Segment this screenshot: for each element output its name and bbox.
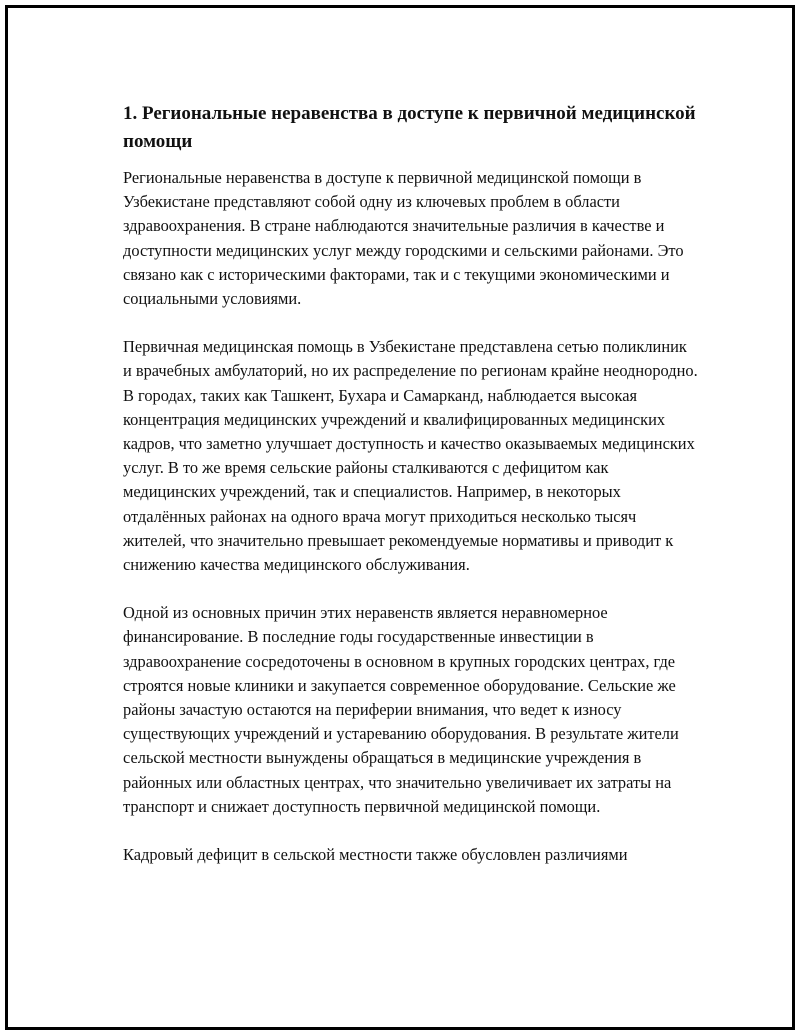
document-content [123,100,698,891]
paragraph-4: Кадровый дефицит в сельской местности также обусловлен различиями [123,845,628,865]
paragraph-1: Региональные неравенства в доступе к первичной медицинской помощи в Узбекистане представляют собой одну из ключевых проблем в области здравоохранения. В стране наблюдаются значительные различия в качестве и доступности медицинских услуг между городскими и сельскими районами. Это связано как с историческими факторами, так и с текущими экономическими и социальными условиями. [123,168,684,309]
paragraph-2: Первичная медицинская помощь в Узбекистане представлена сетью поликлиник и врачебных амбулаторий, но их распределение по регионам крайне неоднородно. В городах, таких как Ташкент, Бухара и Самарканд, наблюдается высокая концентрация медицинских учреждений и квалифицированных медицинских кадров, что заметно улучшает доступность и качество оказываемых медицинских услуг. В то же время сельские районы сталкиваются с дефицитом как медицинских учреждений, так и специалистов. Например, в некоторых отдалённых районах на одного врача могут приходиться несколько тысяч жителей, что значительно превышает рекомендуемые нормативы и приводит к снижению качества медицинского обслуживания. [123,337,698,575]
document-page [5,5,795,1030]
section-title: 1. Региональные неравенства в доступе к первичной медицинской помощи [123,103,696,152]
paragraph-3: Одной из основных причин этих неравенств является неравномерное финансирование. В последние годы государственные инвестиции в здравоохранение сосредоточены в основном в крупных городских центрах, где строятся новые клиники и закупается современное оборудование. Сельские же районы зачастую остаются на периферии внимания, что ведет к износу существующих учреждений и устареванию оборудования. В результате жители сельской местности вынуждены обращаться в медицинские учреждения в районных или областных центрах, что значительно увеличивает их затраты на транспорт и снижает доступность первичной медицинской помощи. [123,603,679,816]
